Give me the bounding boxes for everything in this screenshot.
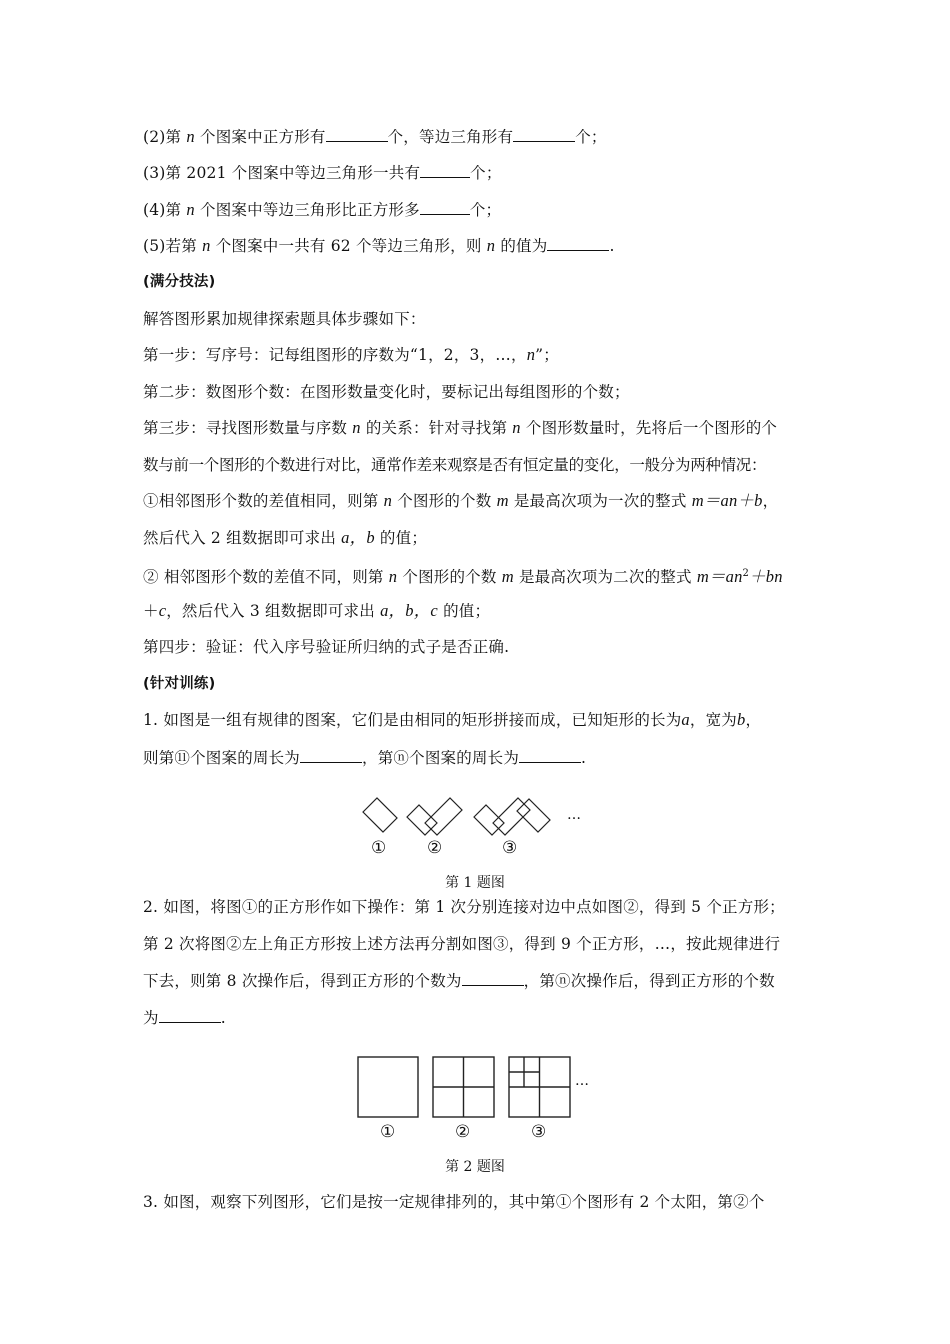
case-2-line-2: ＋c，然后代入 3 组数据即可求出 a，b，c 的值； xyxy=(143,601,491,620)
problem-3-line-1: 3. 如图，观察下列图形，它们是按一定规律排列的，其中第①个图形有 2 个太阳，第②个 xyxy=(143,1193,765,1211)
figure-2-caption: 第 2 题图 xyxy=(445,1159,505,1175)
step-1: 第一步：写序号：记每组图形的序数为“1，2，3，…，n”； xyxy=(143,345,559,364)
step-3-line-2: 数与前一个图形的个数进行对比，通常作差来观察是否有恒定量的变化，一般分为两种情况： xyxy=(143,456,767,474)
figure-2-ellipsis: … xyxy=(575,1073,589,1089)
step-4: 第四步：验证：代入序号验证所归纳的式子是否正确. xyxy=(143,638,510,656)
problem-2-line-3: 下去，则第 8 次操作后，得到正方形的个数为 ，第ⓝ次操作后，得到正方形的个数 xyxy=(143,969,775,992)
figure-2-label-2: ② xyxy=(455,1122,471,1142)
question-4: (4)第 n 个图案中等边三角形比正方形多 个； xyxy=(143,200,502,219)
problem-2-line-1: 2. 如图，将图①的正方形作如下操作：第 1 次分别连接对边中点如图②，得到 5 个正方形； xyxy=(143,898,785,916)
figure-2-label-1: ① xyxy=(380,1122,396,1142)
case-2-line-1: ② 相邻图形个数的差值不同，则第 n 个图形的个数 m 是最高次项为二次的整式 $m=an^2+bn$ xyxy=(143,567,783,587)
question-5: (5)若第 n 个图案中一共有 62 个等边三角形，则 n 的值为 . xyxy=(143,236,615,255)
step-3-line-1: 第三步：寻找图形数量与序数 n 的关系：针对寻找第 n 个图形数量时，先将后一个图形的个 xyxy=(143,418,778,437)
problem-1-line-1: 1. 如图是一组有规律的图案，它们是由相同的矩形拼接而成，已知矩形的长为a，宽为b， xyxy=(143,710,762,729)
figure-1-ellipsis: … xyxy=(567,807,581,823)
figure-1-label-2: ② xyxy=(427,838,443,858)
question-2: (2)第 n 个图案中正方形有 个，等边三角形有 个； xyxy=(143,127,607,146)
case-1-line-2: 然后代入 2 组数据即可求出 a，b 的值； xyxy=(143,528,428,547)
case-1-line-1: ①相邻图形个数的差值相同，则第 n 个图形的个数 m 是最高次项为一次的整式 m＝an＋b， xyxy=(143,491,779,510)
problem-1-line-2: 则第⑪个图案的周长为 ，第ⓝ个图案的周长为 . xyxy=(143,746,586,769)
figure-1-label-3: ③ xyxy=(502,838,518,858)
question-3: (3)第 2021 个图案中等边三角形一共有 个； xyxy=(143,161,502,184)
problem-2-line-4: 为 . xyxy=(143,1006,226,1029)
problem-2-line-2: 第 2 次将图②左上角正方形按上述方法再分割如图③，得到 9 个正方形，…，按此规律进行 xyxy=(143,935,781,953)
technique-intro: 解答图形累加规律探索题具体步骤如下： xyxy=(143,310,426,328)
figure-1-label-1: ① xyxy=(371,838,387,858)
practice-heading: (针对训练) xyxy=(143,676,216,692)
step-2: 第二步：数图形个数：在图形数量变化时，要标记出每组图形的个数； xyxy=(143,383,630,401)
figure-2-label-3: ③ xyxy=(531,1122,547,1142)
figure-1-caption: 第 1 题图 xyxy=(445,875,505,891)
technique-heading: (满分技法) xyxy=(143,274,216,290)
